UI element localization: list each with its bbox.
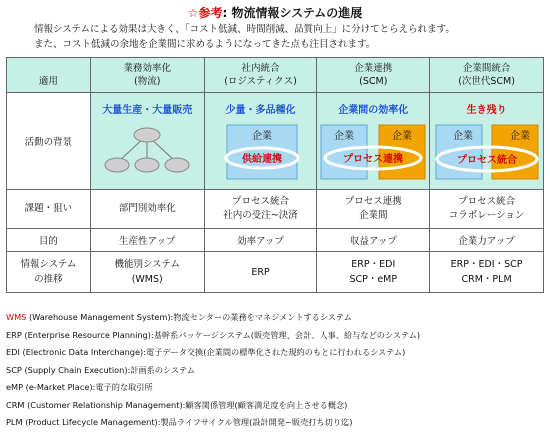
issue-cell-4: プロセス統合 コラボレーション xyxy=(430,190,544,229)
company-b-label: 企業 xyxy=(510,131,531,142)
company-box-label: 企業 xyxy=(251,131,272,142)
inter-enterprise-integration-diagram xyxy=(430,121,543,183)
process-link-label: プロセス連携 xyxy=(343,154,404,165)
glossary xyxy=(6,309,420,432)
title-text: : 物流情報システムの進展 xyxy=(222,6,363,20)
stage-header-3: 企業連携 (SCM) xyxy=(317,58,430,93)
activity-cell-2 xyxy=(204,93,317,190)
glossary-item-emp: eMP (e-Market Place):電子的な取引所 xyxy=(6,382,153,392)
purpose-row xyxy=(7,229,544,252)
system-cell-4: ERP・EDI・SCP CRM・PLM xyxy=(430,252,544,293)
supply-link-label: 供給連携 xyxy=(241,154,282,165)
activity-row xyxy=(7,93,544,190)
row-label-system: 情報システム の推移 xyxy=(7,252,91,293)
title-prefix: 参考 xyxy=(198,6,223,20)
background-4: 生き残り xyxy=(466,105,507,116)
org-tree-diagram xyxy=(91,121,204,183)
purpose-cell-1: 生産性アップ xyxy=(90,229,204,252)
system-cell-2: ERP xyxy=(204,252,317,293)
stage-header-2: 社内統合 (ロジスティクス) xyxy=(204,58,317,93)
stage-header-4: 企業間統合 (次世代SCM) xyxy=(430,58,544,93)
evolution-table xyxy=(6,57,544,293)
glossary-item-edi: EDI (Electronic Data Interchange):電子データ交換(企業間の標準化された規約のもとに行われるシステム) xyxy=(6,347,406,357)
purpose-cell-2: 効率アップ xyxy=(204,229,317,252)
intro-text xyxy=(34,22,455,52)
page-title xyxy=(0,4,550,21)
company-b-label: 企業 xyxy=(392,131,413,142)
row-label-activity: 活動の背景 xyxy=(7,93,91,190)
issue-cell-2: プロセス統合 社内の受注~決済 xyxy=(204,190,317,229)
activity-cell-4 xyxy=(430,93,544,190)
glossary-item-wms: WMS (Warehouse Management System):物流センターの業務をマネジメントするシステム xyxy=(6,312,352,322)
intro-line-2: また、コスト低減の余地を企業間に求めるようになってきた点も注目されます。 xyxy=(34,39,376,50)
background-2: 少量・多品種化 xyxy=(225,105,296,116)
stage-header-1: 業務効率化 (物流) xyxy=(90,58,204,93)
glossary-item-erp: ERP (Enterprise Resource Planning):基幹系パッケージシステム(販売管理、会計、人事、給与などのシステム) xyxy=(6,329,421,340)
issue-row xyxy=(7,190,544,229)
system-row xyxy=(7,252,544,293)
glossary-item-crm: CRM (Customer Relationship Management):顧客関係管理(顧客満足度を向上させる概念) xyxy=(6,399,348,410)
system-cell-3: ERP・EDI SCP・eMP xyxy=(317,252,430,293)
star-icon: ☆ xyxy=(187,6,199,20)
header-label-apply: 適用 xyxy=(7,58,91,93)
process-integration-label: プロセス統合 xyxy=(457,155,518,166)
glossary-item-plm: PLM (Product Lifecycle Management):製品ライフサイクル管理(設計開発~販売打ち切り迄) xyxy=(6,417,353,427)
activity-cell-1 xyxy=(90,93,204,190)
purpose-cell-3: 収益アップ xyxy=(317,229,430,252)
row-label-issue: 課題・狙い xyxy=(7,190,91,229)
issue-cell-1: 部門別効率化 xyxy=(90,190,204,229)
system-cell-1: 機能別システム (WMS) xyxy=(90,252,204,293)
glossary-item-scp: SCP (Supply Chain Execution):計画系のシステム xyxy=(6,364,195,375)
purpose-cell-4: 企業力アップ xyxy=(430,229,544,252)
header-row xyxy=(7,58,544,93)
internal-integration-diagram xyxy=(205,121,317,183)
intro-line-1: 情報システムによる効果は大きく、「コスト低減、時間削減、品質向上」に分けてとらえられます。 xyxy=(34,24,455,35)
background-3: 企業間の効率化 xyxy=(338,105,409,116)
company-a-label: 企業 xyxy=(453,131,474,142)
issue-cell-3: プロセス連携 企業間 xyxy=(317,190,430,229)
row-label-purpose: 目的 xyxy=(7,229,91,252)
activity-cell-3 xyxy=(317,93,430,190)
enterprise-collab-diagram xyxy=(317,121,429,183)
background-1: 大量生産・大量販売 xyxy=(102,105,193,116)
company-a-label: 企業 xyxy=(334,131,355,142)
